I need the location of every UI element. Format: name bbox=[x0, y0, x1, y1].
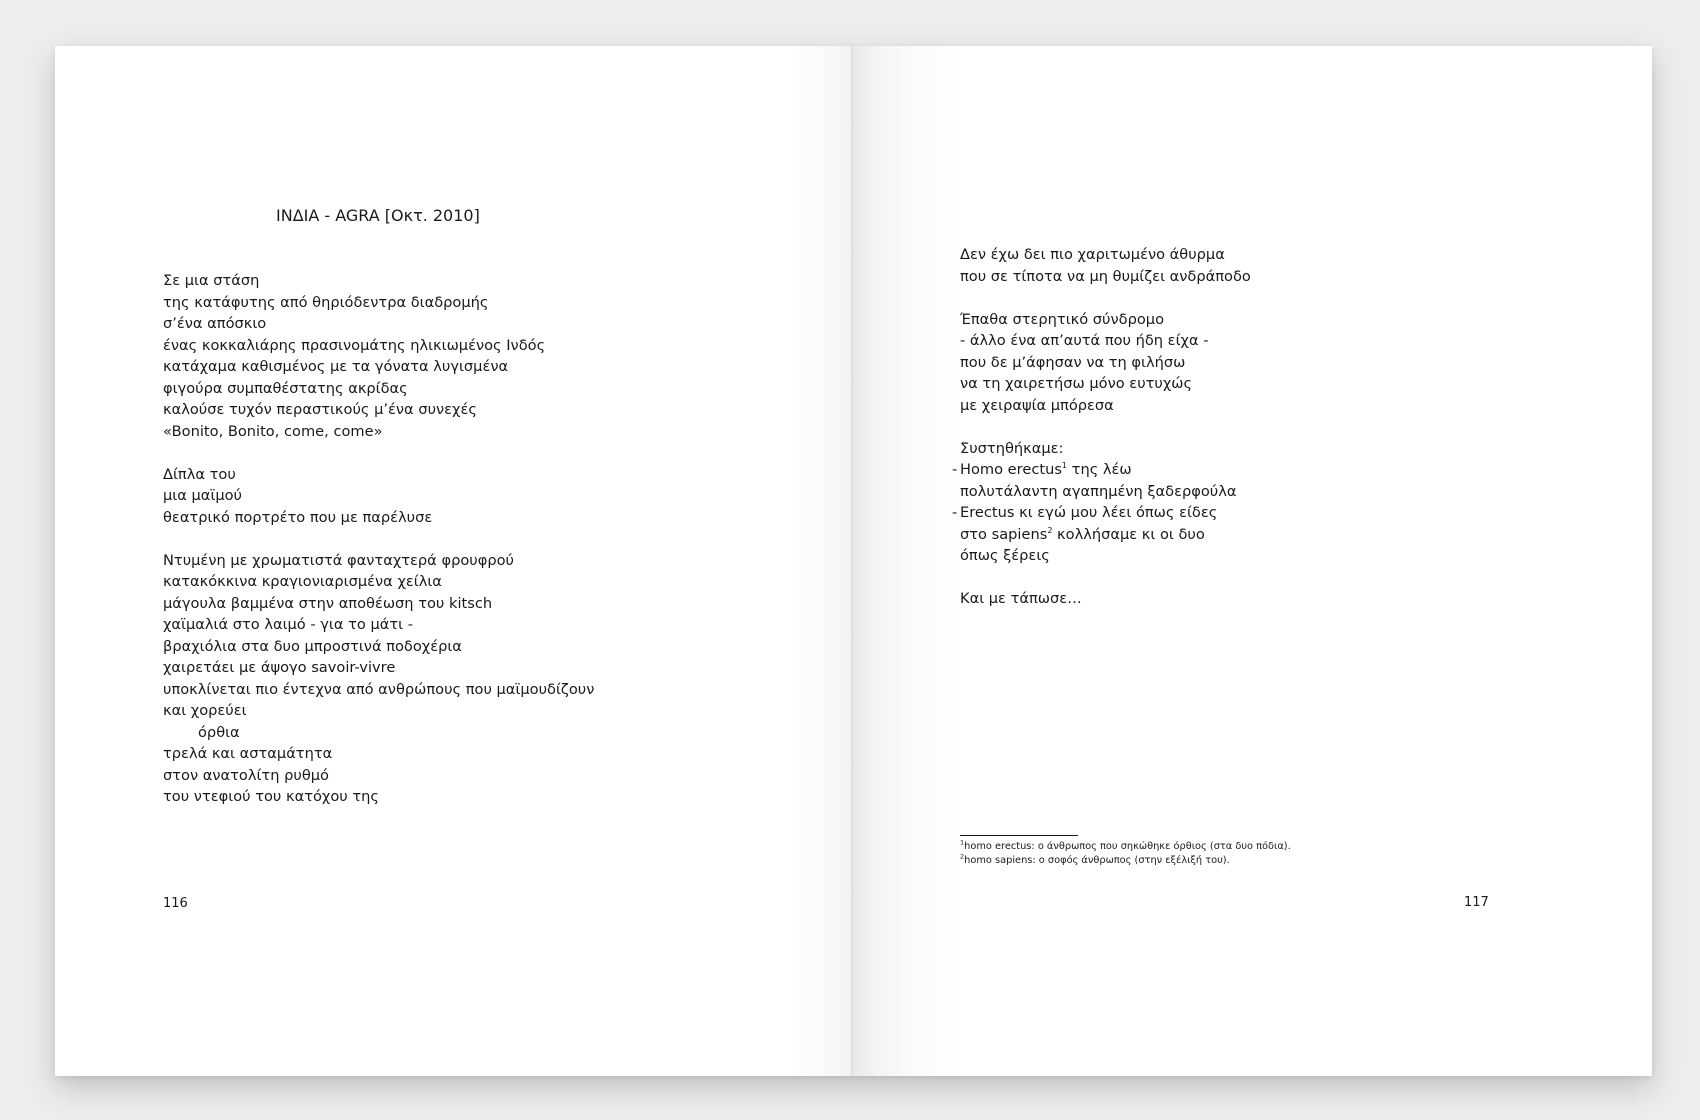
poem-line: που σε τίποτα να μη θυμίζει ανδράποδο bbox=[960, 267, 1251, 285]
poem-line bbox=[960, 524, 1251, 546]
poem-line: θεατρικό πορτρέτο που με παρέλυσε bbox=[163, 508, 433, 526]
dialogue-text: της λέω bbox=[1067, 461, 1132, 478]
stanza-break bbox=[960, 416, 1251, 438]
poem-line-indented: όρθια bbox=[198, 723, 240, 741]
left-page-poem bbox=[163, 270, 594, 808]
poem-line: Ντυμένη με χρωματιστά φανταχτερά φρουφρού bbox=[163, 551, 514, 569]
poem-line: βραχιόλια στα δυο μπροστινά ποδοχέρια bbox=[163, 637, 462, 655]
dialogue-text: Erectus κι εγώ μου λέει όπως είδες bbox=[960, 504, 1218, 521]
stanza-break bbox=[960, 287, 1251, 309]
poem-line: Σε μια στάση bbox=[163, 272, 260, 289]
right-page-poem bbox=[952, 244, 1251, 610]
poem-line: υποκλίνεται πιο έντεχνα από ανθρώπους που μαϊμουδίζουν bbox=[163, 680, 595, 698]
poem-line: μια μαϊμού bbox=[163, 487, 242, 504]
poem-line: και χορεύει bbox=[163, 702, 247, 719]
stanza-break bbox=[960, 567, 1251, 589]
footnote-text: homo erectus: ο άνθρωπος που σηκώθηκε όρθιος (στα δυο πόδια). bbox=[964, 841, 1291, 852]
poem-line: φιγούρα συμπαθέστατης ακρίδας bbox=[163, 379, 408, 397]
poem-line: τρελά και ασταμάτητα bbox=[163, 745, 333, 762]
poem-line: μάγουλα βαμμένα στην αποθέωση του kitsch bbox=[163, 594, 493, 612]
stanza-break bbox=[163, 528, 594, 550]
poem-line: Δίπλα του bbox=[163, 465, 236, 483]
poem-line: να τη χαιρετήσω μόνο ευτυχώς bbox=[960, 375, 1193, 392]
footnotes bbox=[960, 840, 1291, 868]
poem-line: Έπαθα στερητικό σύνδρομο bbox=[960, 310, 1164, 328]
poem-line: όπως ξέρεις bbox=[960, 547, 1050, 564]
footnote-rule bbox=[960, 835, 1078, 836]
footnote bbox=[960, 840, 1291, 854]
footnote-ref: 1 bbox=[1061, 461, 1068, 471]
poem-line: σ’ένα απόσκιο bbox=[163, 315, 267, 332]
poem-line: Δεν έχω δει πιο χαριτωμένο άθυρμα bbox=[960, 246, 1225, 263]
footnote-text: homo sapiens: ο σοφός άνθρωπος (στην εξέλιξή του). bbox=[964, 855, 1230, 866]
poem-line: «Bonito, Bonito, come, come» bbox=[163, 422, 383, 440]
footnote-ref: 2 bbox=[1047, 525, 1053, 535]
poem-line: Συστηθήκαμε: bbox=[960, 439, 1064, 457]
dialogue-dash: - bbox=[952, 461, 958, 478]
poem-line: κατάχαμα καθισμένος με τα γόνατα λυγισμένα bbox=[163, 358, 509, 375]
dialogue-text: στο sapiens bbox=[960, 525, 1048, 543]
poem-line: πολυτάλαντη αγαπημένη ξαδερφούλα bbox=[960, 482, 1237, 500]
footnote-mark: 2 bbox=[960, 852, 965, 861]
dialogue-dash: - bbox=[952, 504, 958, 521]
footnote bbox=[960, 854, 1291, 868]
poem-title: ΙΝΔΙΑ - AGRA [Οκτ. 2010] bbox=[276, 206, 480, 225]
dialogue-line bbox=[952, 502, 1251, 524]
poem-line: χαϊμαλιά στο λαιμό - για το μάτι - bbox=[163, 616, 414, 633]
poem-line: του ντεφιού του κατόχου της bbox=[163, 788, 379, 805]
poem-line: με χειραψία μπόρεσα bbox=[960, 396, 1114, 414]
footnote-mark: 1 bbox=[960, 838, 965, 847]
stanza-break bbox=[163, 442, 594, 464]
poem-line: χαιρετάει με άψογο savoir-vivre bbox=[163, 659, 396, 676]
poem-line: - άλλο ένα απ’αυτά που ήδη είχα - bbox=[960, 332, 1209, 349]
page-number-right: 117 bbox=[1464, 895, 1489, 910]
poem-line: που δε μ’άφησαν να τη φιλήσω bbox=[960, 353, 1186, 371]
page-number-left: 116 bbox=[163, 896, 188, 911]
poem-line: στον ανατολίτη ρυθμό bbox=[163, 766, 329, 784]
dialogue-text: κολλήσαμε κι οι δυο bbox=[1052, 525, 1205, 543]
poem-line: καλούσε τυχόν περαστικούς μ’ένα συνεχές bbox=[163, 401, 477, 418]
book-gutter bbox=[851, 46, 853, 1076]
poem-line: κατακόκκινα κραγιονιαρισμένα χείλια bbox=[163, 573, 442, 590]
dialogue-text: Homo erectus bbox=[960, 461, 1062, 478]
poem-line: της κατάφυτης από θηριόδεντρα διαδρομής bbox=[163, 293, 489, 311]
dialogue-line bbox=[952, 459, 1251, 481]
poem-line: ένας κοκκαλιάρης πρασινομάτης ηλικιωμένος Ινδός bbox=[163, 336, 546, 354]
poem-line: Και με τάπωσε… bbox=[960, 590, 1082, 607]
